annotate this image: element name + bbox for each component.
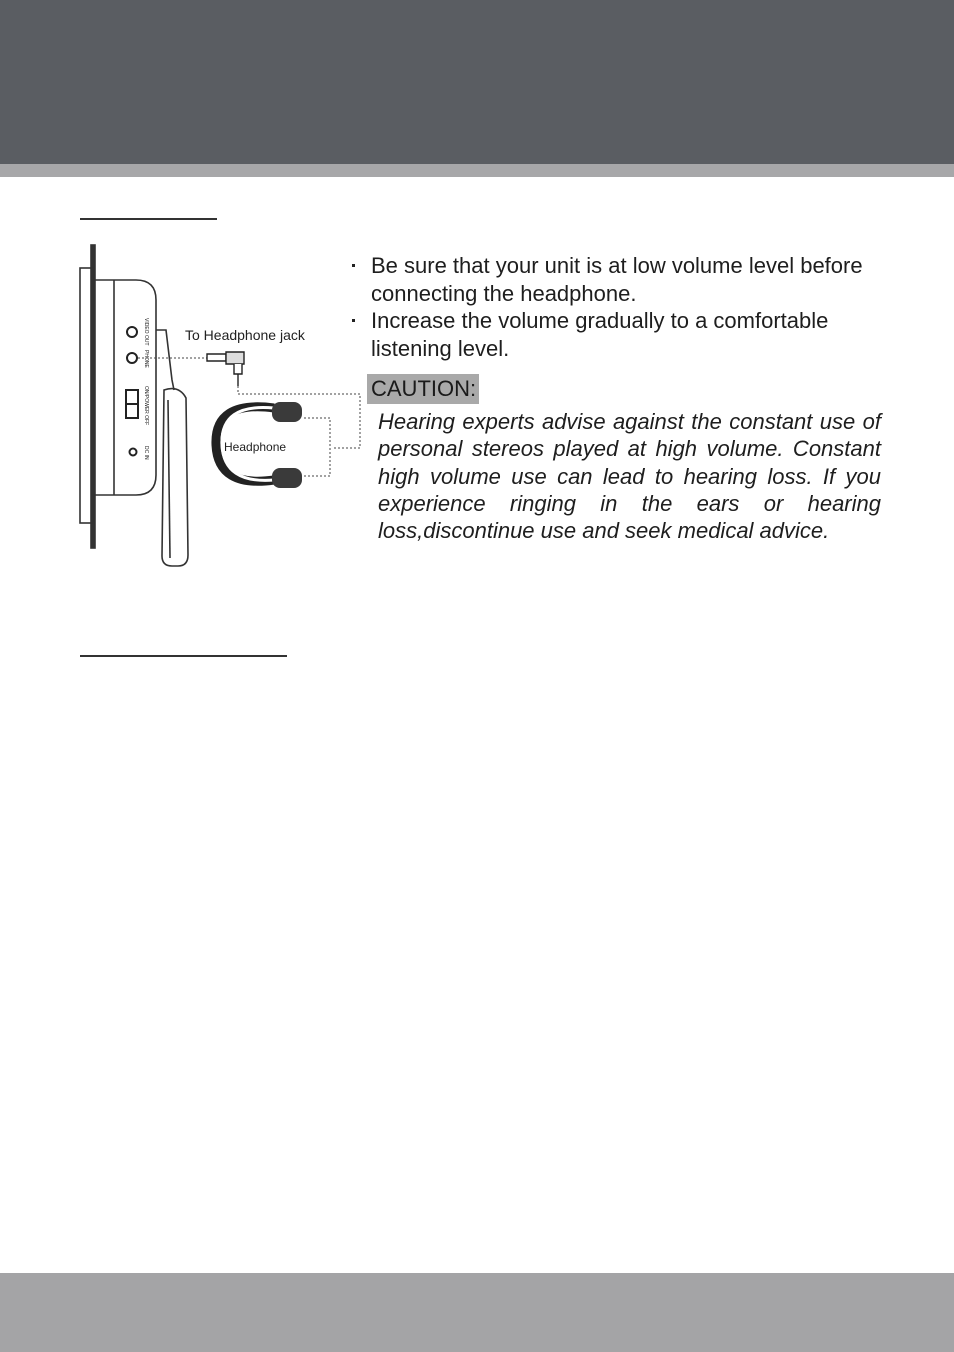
diagram-svg xyxy=(74,240,364,570)
instruction-list xyxy=(350,252,890,362)
caution-text: Hearing experts advise against the constant use of personal stereos played at high volume. Constant high volume use can lead to hearing loss. If you experience ringing in the ears or hearing loss,discontinue use and seek medical advice. xyxy=(378,409,881,544)
port-label-dc-in: DC IN xyxy=(143,446,149,460)
caution-label: CAUTION: xyxy=(367,374,479,404)
port-label-phone: PHONE xyxy=(143,350,149,368)
port-label-power: ON/POWER OFF xyxy=(143,386,149,426)
bullet-mark xyxy=(352,264,355,267)
header-accent-strip xyxy=(0,164,954,177)
instruction-item xyxy=(350,307,890,362)
headphone-plug xyxy=(207,352,244,386)
footer-bar xyxy=(0,1273,954,1352)
phone-port xyxy=(127,353,137,363)
cable-path-lower xyxy=(304,418,330,476)
dc-in-port xyxy=(130,449,137,456)
instruction-text: Increase the volume gradually to a comfortable listening level. xyxy=(371,308,829,361)
device-stand xyxy=(162,389,188,566)
device-ports xyxy=(126,327,138,456)
instruction-item xyxy=(350,252,890,307)
video-out-port xyxy=(127,327,137,337)
port-label-group xyxy=(143,318,149,460)
ear-cup-top xyxy=(272,402,302,422)
headphone-label: Headphone xyxy=(224,440,287,454)
instruction-text: Be sure that your unit is at low volume level before connecting the headphone. xyxy=(371,253,863,306)
port-label-video-out: VIDEO OUT xyxy=(143,318,149,346)
header-bar xyxy=(0,0,954,164)
headphone-connection-diagram xyxy=(74,240,364,570)
section-heading-rule xyxy=(80,655,287,657)
bullet-mark xyxy=(352,319,355,322)
ear-cup-bottom xyxy=(272,468,302,488)
section-heading-rule xyxy=(80,218,217,220)
jack-label: To Headphone jack xyxy=(185,327,305,343)
